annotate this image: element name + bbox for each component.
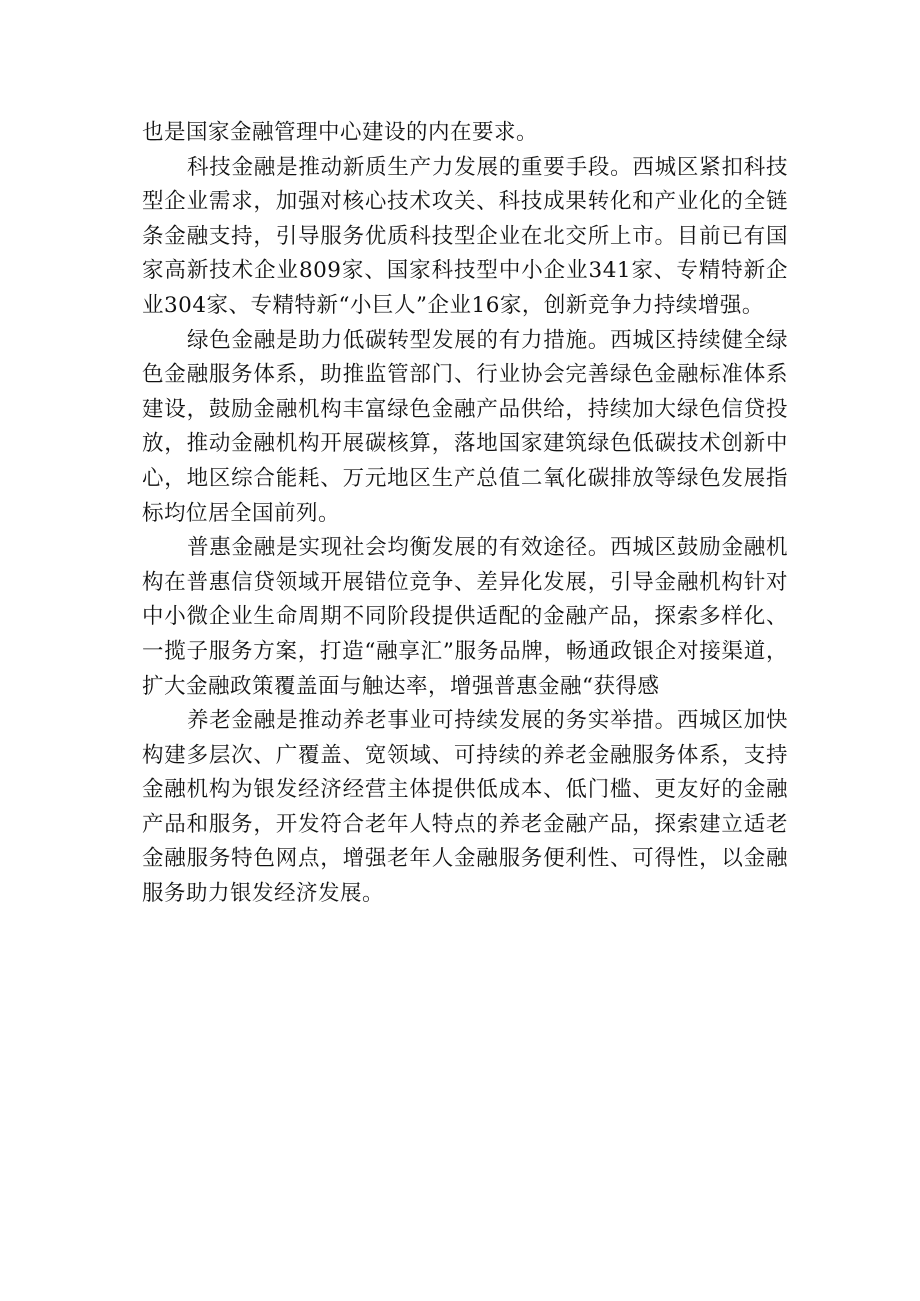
paragraph-tech-finance: 科技金融是推动新质生产力发展的重要手段。西城区紧扣科技型企业需求，加强对核心技术攻关、科技成果转化和产业化的全链条金融支持，引导服务优质科技型企业在北交所上市。目前已有国家高新技术企业809家、国家科技型中小企业341家、专精特新企业304家、专精特新“小巨人”企业16家，创新竞争力持续增强。: [142, 154, 788, 318]
paragraph-pension-finance: 养老金融是推动养老事业可持续发展的务实举措。西城区加快构建多层次、广覆盖、宽领域、可持续的养老金融服务体系，支持金融机构为银发经济经营主体提供低成本、低门槛、更友好的金融产品和服务，开发符合老年人特点的养老金融产品，探索建立适老金融服务特色网点，增强老年人金融服务便利性、可得性，以金融服务助力银发经济发展。: [142, 708, 788, 907]
paragraph-inclusive-finance: 普惠金融是实现社会均衡发展的有效途径。西城区鼓励金融机构在普惠信贷领域开展错位竞争、差异化发展，引导金融机构针对中小微企业生命周期不同阶段提供适配的金融产品，探索多样化、一揽子服务方案，打造“融享汇”服务品牌，畅通政银企对接渠道，扩大金融政策覆盖面与触达率，增强普惠金融“获得感: [142, 535, 788, 699]
paragraph-continuation: 也是国家金融管理中心建设的内在要求。: [142, 120, 539, 145]
document-body: [142, 116, 788, 912]
paragraph-green-finance: 绿色金融是助力低碳转型发展的有力措施。西城区持续健全绿色金融服务体系，助推监管部门、行业协会完善绿色金融标准体系建设，鼓励金融机构丰富绿色金融产品供给，持续加大绿色信贷投放，推动金融机构开展碳核算，落地国家建筑绿色低碳技术创新中心，地区综合能耗、万元地区生产总值二氧化碳排放等绿色发展指标均位居全国前列。: [142, 327, 788, 526]
